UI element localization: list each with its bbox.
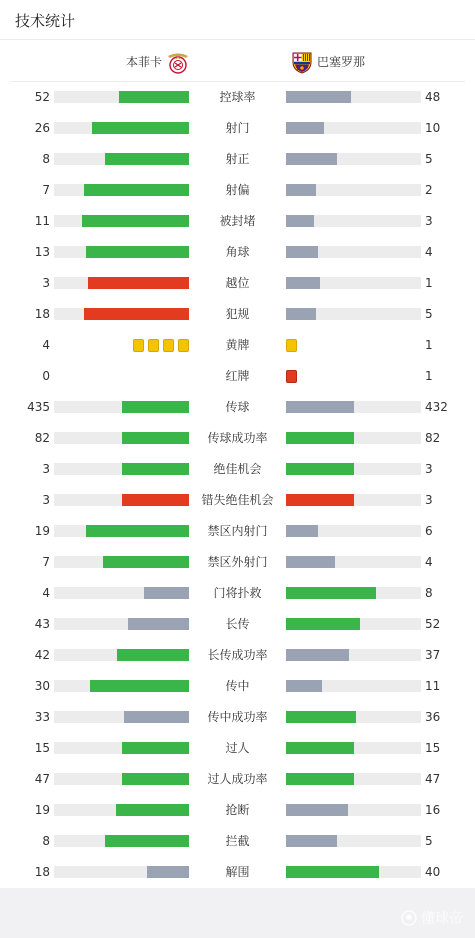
stat-row xyxy=(0,702,475,733)
away-bar-fill xyxy=(286,618,360,630)
home-value: 82 xyxy=(34,431,50,445)
stat-label: 禁区内射门 xyxy=(207,524,268,538)
home-bar-track xyxy=(54,494,189,506)
home-bar-fill xyxy=(105,835,189,847)
home-bar-track xyxy=(54,556,189,568)
away-value: 16 xyxy=(425,803,441,817)
home-value: 435 xyxy=(27,400,50,414)
home-bar-track xyxy=(54,649,189,661)
away-bar-track xyxy=(286,711,421,723)
away-bar-track xyxy=(286,184,421,196)
away-value: 3 xyxy=(425,462,433,476)
away-value: 82 xyxy=(425,431,441,445)
page-title: 技术统计 xyxy=(15,12,76,30)
away-bar-fill xyxy=(286,91,351,103)
away-bar-fill xyxy=(286,866,379,878)
home-bar-fill xyxy=(147,866,189,878)
stat-label: 禁区外射门 xyxy=(207,555,268,569)
away-bar-track xyxy=(286,866,421,878)
stat-label: 门将扑救 xyxy=(213,586,262,600)
away-value: 5 xyxy=(425,307,433,321)
home-bar-track xyxy=(54,525,189,537)
home-bar-fill xyxy=(103,556,189,568)
home-value: 11 xyxy=(34,214,50,228)
away-value: 5 xyxy=(425,152,433,166)
home-bar-track xyxy=(54,153,189,165)
away-bar-track xyxy=(286,618,421,630)
stat-row xyxy=(0,330,475,361)
stat-label: 错失绝佳机会 xyxy=(201,493,274,507)
stat-row xyxy=(0,268,475,299)
yellow-card-icon xyxy=(163,339,174,352)
away-bar-track xyxy=(286,556,421,568)
home-bar-track xyxy=(54,401,189,413)
home-value: 19 xyxy=(34,803,50,817)
home-value: 33 xyxy=(34,710,50,724)
stat-label: 射门 xyxy=(225,121,250,135)
away-team-name: 巴塞罗那 xyxy=(317,55,366,69)
home-bar-fill xyxy=(92,122,189,134)
home-value: 7 xyxy=(42,555,50,569)
away-bar-fill xyxy=(286,556,335,568)
away-cards xyxy=(286,370,301,383)
stat-row xyxy=(0,826,475,857)
home-value: 52 xyxy=(34,90,50,104)
watermark-text: 懂球帝 xyxy=(421,911,463,927)
away-bar-fill xyxy=(286,277,320,289)
home-team[interactable] xyxy=(126,41,190,82)
away-bar-track xyxy=(286,122,421,134)
stat-row xyxy=(0,299,475,330)
stat-row xyxy=(0,764,475,795)
home-bar-fill xyxy=(144,587,189,599)
home-value: 42 xyxy=(34,648,50,662)
stat-label: 传中 xyxy=(225,679,250,693)
away-bar-fill xyxy=(286,525,318,537)
stat-row xyxy=(0,578,475,609)
home-bar-fill xyxy=(105,153,189,165)
away-value: 10 xyxy=(425,121,441,135)
home-bar-fill xyxy=(122,463,190,475)
home-bar-fill xyxy=(86,525,189,537)
stat-row xyxy=(0,237,475,268)
home-value: 7 xyxy=(42,183,50,197)
stat-label: 过人 xyxy=(225,741,250,755)
stat-row xyxy=(0,640,475,671)
away-bar-fill xyxy=(286,680,322,692)
home-bar-track xyxy=(54,773,189,785)
barcelona-crest-icon xyxy=(290,50,314,74)
stat-row xyxy=(0,392,475,423)
stat-label: 越位 xyxy=(225,276,250,290)
away-value: 48 xyxy=(425,90,441,104)
home-bar-track xyxy=(54,308,189,320)
away-bar-track xyxy=(286,804,421,816)
away-bar-track xyxy=(286,494,421,506)
away-cards xyxy=(286,339,301,352)
away-bar-fill xyxy=(286,246,318,258)
yellow-card-icon xyxy=(286,339,297,352)
away-value: 6 xyxy=(425,524,433,538)
stat-label: 黄牌 xyxy=(225,338,250,352)
away-value: 40 xyxy=(425,865,441,879)
home-value: 0 xyxy=(42,369,50,383)
stat-row xyxy=(0,144,475,175)
away-value: 432 xyxy=(425,400,448,414)
stat-label: 射偏 xyxy=(225,183,250,197)
home-bar-track xyxy=(54,246,189,258)
away-bar-track xyxy=(286,308,421,320)
yellow-card-icon xyxy=(148,339,159,352)
stat-row xyxy=(0,423,475,454)
away-bar-fill xyxy=(286,184,316,196)
away-value: 52 xyxy=(425,617,441,631)
footer xyxy=(0,888,475,938)
away-bar-fill xyxy=(286,587,376,599)
away-bar-track xyxy=(286,277,421,289)
home-value: 26 xyxy=(34,121,50,135)
home-bar-track xyxy=(54,711,189,723)
stat-label: 传球 xyxy=(225,400,250,414)
away-bar-track xyxy=(286,680,421,692)
home-value: 3 xyxy=(42,276,50,290)
away-bar-track xyxy=(286,91,421,103)
home-bar-fill xyxy=(124,711,189,723)
home-bar-fill xyxy=(122,494,190,506)
home-value: 18 xyxy=(34,307,50,321)
home-bar-track xyxy=(54,835,189,847)
away-value: 3 xyxy=(425,214,433,228)
home-value: 8 xyxy=(42,834,50,848)
stat-label: 被封堵 xyxy=(219,214,256,228)
home-value: 4 xyxy=(42,338,50,352)
home-value: 19 xyxy=(34,524,50,538)
stat-label: 抢断 xyxy=(225,803,250,817)
stat-row xyxy=(0,671,475,702)
home-bar-fill xyxy=(116,804,189,816)
away-bar-track xyxy=(286,742,421,754)
away-value: 3 xyxy=(425,493,433,507)
away-bar-track xyxy=(286,246,421,258)
away-bar-fill xyxy=(286,401,354,413)
home-value: 30 xyxy=(34,679,50,693)
stat-row xyxy=(0,547,475,578)
stat-row xyxy=(0,485,475,516)
away-bar-fill xyxy=(286,649,349,661)
home-value: 4 xyxy=(42,586,50,600)
away-value: 4 xyxy=(425,555,433,569)
away-bar-fill xyxy=(286,122,324,134)
away-bar-fill xyxy=(286,432,354,444)
home-value: 3 xyxy=(42,493,50,507)
home-value: 13 xyxy=(34,245,50,259)
home-bar-fill xyxy=(84,184,189,196)
away-bar-fill xyxy=(286,804,348,816)
home-bar-fill xyxy=(122,742,190,754)
title-bar xyxy=(0,0,475,40)
home-cards xyxy=(129,339,189,352)
home-bar-fill xyxy=(119,91,189,103)
home-value: 47 xyxy=(34,772,50,786)
home-bar-track xyxy=(54,804,189,816)
away-bar-track xyxy=(286,587,421,599)
away-value: 5 xyxy=(425,834,433,848)
away-bar-track xyxy=(286,153,421,165)
away-bar-track xyxy=(286,649,421,661)
stat-row xyxy=(0,857,475,888)
stat-row xyxy=(0,733,475,764)
ball-icon xyxy=(401,910,417,926)
away-value: 15 xyxy=(425,741,441,755)
home-value: 3 xyxy=(42,462,50,476)
stat-label: 过人成功率 xyxy=(207,772,268,786)
home-bar-fill xyxy=(128,618,189,630)
away-value: 8 xyxy=(425,586,433,600)
stat-label: 长传 xyxy=(225,617,250,631)
home-bar-track xyxy=(54,463,189,475)
home-bar-track xyxy=(54,215,189,227)
home-bar-track xyxy=(54,866,189,878)
stat-label: 传球成功率 xyxy=(207,431,268,445)
stat-row xyxy=(0,82,475,113)
stat-label: 长传成功率 xyxy=(207,648,268,662)
away-value: 37 xyxy=(425,648,441,662)
home-bar-fill xyxy=(86,246,189,258)
away-bar-track xyxy=(286,525,421,537)
home-bar-track xyxy=(54,618,189,630)
stat-label: 拦截 xyxy=(225,834,250,848)
away-bar-fill xyxy=(286,742,354,754)
away-value: 1 xyxy=(425,369,433,383)
home-bar-track xyxy=(54,91,189,103)
home-bar-fill xyxy=(88,277,189,289)
home-bar-track xyxy=(54,432,189,444)
home-bar-track xyxy=(54,742,189,754)
stat-label: 绝佳机会 xyxy=(213,462,262,476)
home-value: 15 xyxy=(34,741,50,755)
stat-row xyxy=(0,516,475,547)
stat-label: 控球率 xyxy=(219,90,256,104)
away-value: 4 xyxy=(425,245,433,259)
home-bar-fill xyxy=(122,401,190,413)
stat-row xyxy=(0,113,475,144)
stat-label: 红牌 xyxy=(225,369,250,383)
yellow-card-icon xyxy=(178,339,189,352)
away-value: 1 xyxy=(425,338,433,352)
away-value: 36 xyxy=(425,710,441,724)
stat-row xyxy=(0,361,475,392)
home-bar-track xyxy=(54,122,189,134)
home-value: 18 xyxy=(34,865,50,879)
away-bar-fill xyxy=(286,835,337,847)
away-value: 1 xyxy=(425,276,433,290)
away-bar-fill xyxy=(286,711,356,723)
watermark xyxy=(401,908,463,928)
stat-row xyxy=(0,175,475,206)
home-bar-track xyxy=(54,184,189,196)
home-bar-fill xyxy=(122,773,190,785)
home-team-name: 本菲卡 xyxy=(125,55,162,69)
home-bar-fill xyxy=(122,432,190,444)
home-bar-track xyxy=(54,587,189,599)
red-card-icon xyxy=(286,370,297,383)
away-bar-track xyxy=(286,432,421,444)
away-bar-fill xyxy=(286,153,337,165)
away-bar-track xyxy=(286,215,421,227)
stat-label: 解围 xyxy=(225,865,250,879)
home-bar-fill xyxy=(90,680,189,692)
stat-label: 传中成功率 xyxy=(207,710,268,724)
stat-label: 犯规 xyxy=(225,307,250,321)
away-bar-fill xyxy=(286,773,354,785)
yellow-card-icon xyxy=(133,339,144,352)
home-value: 8 xyxy=(42,152,50,166)
home-bar-fill xyxy=(82,215,189,227)
home-value: 43 xyxy=(34,617,50,631)
home-bar-fill xyxy=(84,308,189,320)
stat-label: 角球 xyxy=(225,245,250,259)
away-bar-fill xyxy=(286,308,316,320)
home-bar-fill xyxy=(117,649,189,661)
away-bar-track xyxy=(286,463,421,475)
away-bar-fill xyxy=(286,494,354,506)
away-value: 47 xyxy=(425,772,441,786)
away-bar-track xyxy=(286,835,421,847)
stat-row xyxy=(0,206,475,237)
away-bar-fill xyxy=(286,215,314,227)
away-value: 2 xyxy=(425,183,433,197)
team-header xyxy=(10,41,465,82)
benfica-crest-icon xyxy=(166,50,190,74)
stat-row xyxy=(0,454,475,485)
away-bar-fill xyxy=(286,463,354,475)
away-value: 11 xyxy=(425,679,441,693)
away-team[interactable] xyxy=(290,41,365,82)
away-bar-track xyxy=(286,401,421,413)
stats-list xyxy=(0,82,475,888)
stat-row xyxy=(0,795,475,826)
stat-label: 射正 xyxy=(225,152,250,166)
home-bar-track xyxy=(54,277,189,289)
stat-row xyxy=(0,609,475,640)
away-bar-track xyxy=(286,773,421,785)
home-bar-track xyxy=(54,680,189,692)
